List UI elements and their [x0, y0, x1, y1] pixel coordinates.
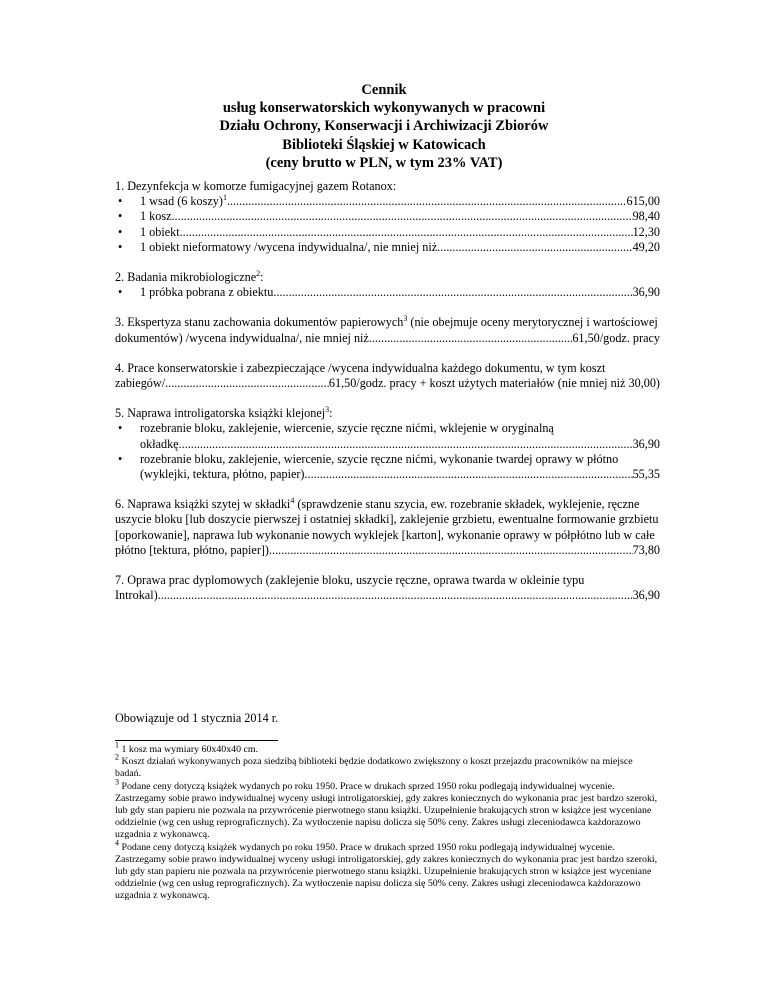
section-text: 4. Prace konserwatorskie i zabezpieczające /wycena indywidualna każdego dokumentu, w tym koszt — [115, 360, 606, 375]
section-disinfection — [115, 179, 660, 255]
title-line-1: Cennik — [361, 82, 407, 98]
price-item — [115, 452, 660, 482]
footnote: $^1$ 1 kosz ma wymiary 60x40x40 cm. — [115, 740, 259, 755]
section-heading: 2. Badania mikrobiologiczne$^2$: — [115, 268, 264, 285]
item-label: • rozebranie bloku, zaklejenie, wiercenie, szycie ręczne nićmi, wklejenie w oryginalną — [140, 421, 554, 436]
item-price: 36,90 — [632, 588, 660, 603]
footnote-ref: 3 — [325, 405, 330, 415]
section-text: uszycie bloku [lub doszycie pierwszej i ostatniej składki], zaklejenie grzbietu, ewentualne formowanie grzbietu — [115, 512, 659, 527]
section-text: 7. Oprawa prac dyplomowych (zaklejenie bloku, uszycie ręczne, oprawa twarda w okleinie typu — [115, 573, 585, 588]
dot-leader — [273, 285, 632, 300]
footnote: $^2$ Koszt działań wykonywanych poza siedzibą biblioteki będzie dodatkowo zwiększony o koszt przejazdu pracowników na miejsce badań. — [115, 752, 633, 780]
item-label: 1 wsad (6 koszy) — [140, 194, 223, 209]
footnote-ref: 1 — [222, 193, 227, 203]
item-label: Introkal) — [115, 588, 158, 603]
dot-leader — [179, 437, 633, 452]
item-label: płótno [tektura, płótno, papier]) — [115, 542, 269, 557]
item-label: • 1 obiekt nieformatowy /wycena indywidualna/, nie mniej niż — [140, 239, 438, 254]
price-item — [115, 194, 660, 209]
dot-leader — [227, 194, 627, 209]
item-price: 49,20 — [632, 239, 660, 254]
item-label: • rozebranie bloku, zaklejenie, wiercenie, szycie ręczne nićmi, wykonanie twardej oprawy w płótno — [140, 451, 619, 466]
title-line-3: Działu Ochrony, Konserwacji i Archiwizacji Zbiorów — [219, 118, 549, 135]
section-heading: 1. Dezynfekcja w komorze fumigacyjnej gazem Rotanox: — [115, 179, 397, 193]
title-line-2: usług konserwatorskich wykonywanych w pracowni — [222, 100, 546, 117]
item-price: 98,40 — [632, 209, 660, 224]
price-item — [115, 225, 660, 240]
item-label: zabiegów/ — [115, 376, 166, 391]
price-items — [115, 285, 660, 300]
item-price: 61,50/godz. pracy — [572, 330, 660, 345]
item-price: 55,35 — [632, 467, 660, 482]
item-price: 12,30 — [632, 224, 660, 239]
footnote-ref: 2 — [256, 268, 261, 278]
footnote-separator — [115, 740, 278, 741]
section-expertise — [115, 315, 660, 345]
section-heading: 5. Naprawa introligatorska książki klejonej$^3$: — [115, 405, 333, 421]
section-text: [oporkowanie], naprawa lub wykonanie nowych wyklejek [karton], wykonanie oprawy w półpłótno lub w całe — [115, 527, 655, 542]
dot-leader — [165, 376, 329, 391]
footnote-ref: 4 — [290, 496, 295, 506]
footnotes — [115, 740, 660, 903]
footnote: $^4$ Podane ceny dotyczą książek wydanych po roku 1950. Prace w drukach sprzed 1950 roku podlegają indywidualnej wycenie. Zastrzegamy sobie prawo indywidualnej wyceny usługi introligatorskiej, gdy zakres koniecznych do wykonania prac jest bardzo szeroki, lub gdy stan papieru nie pozwala na przywrócenie pierwotnego stanu książki. Uzupełnienie brakujących stron w książce jest wyceniane oddzielnie (wg cen usług reprograficznych). Za wytłoczenie napisu dolicza się 50% ceny. Zakres usługi zleceniodawca każdorazowo uzgadnia z wykonawcą. — [115, 838, 658, 902]
title-line-5: (ceny brutto w PLN, w tym 23% VAT) — [265, 154, 503, 171]
price-items — [115, 194, 660, 255]
price-item — [115, 240, 660, 255]
section-sewn-book-repair — [115, 497, 660, 558]
dot-leader — [180, 225, 633, 240]
item-label: okładkę — [140, 436, 179, 451]
dot-leader — [158, 588, 633, 603]
item-price: 615,00 — [626, 194, 660, 209]
item-label: (wyklejki, tektura, płótno, papier) — [140, 467, 305, 482]
dot-leader — [437, 240, 632, 255]
item-price: 61,50/godz. pracy + koszt użytych materiałów (nie mniej niż 30,00) — [328, 376, 660, 391]
section-text: 3. Ekspertyza stanu zachowania dokumentów papierowych$^3$ (nie obejmuje oceny merytorycznej i wartościowej — [115, 314, 658, 330]
price-items — [115, 421, 660, 482]
title-line-4: Biblioteki Śląskiej w Katowicach — [282, 136, 486, 153]
item-label: • 1 kosz — [140, 209, 172, 224]
dot-leader — [304, 467, 632, 482]
item-price: 36,90 — [632, 285, 660, 300]
item-label: • 1 próbka pobrana z obiektu — [140, 285, 274, 300]
footnote: $^3$ Podane ceny dotyczą książek wydanych po roku 1950. Prace w drukach sprzed 1950 roku podlegają indywidualnej wycenie. Zastrzegamy sobie prawo indywidualnej wyceny usługi introligatorskiej, gdy zakres koniecznych do wykonania prac jest bardzo szeroki, lub gdy stan papieru nie pozwala na przywrócenie pierwotnego stanu książki. Uzupełnienie brakujących stron w książce jest wyceniane oddzielnie (wg cen usług reprograficznych). Za wytłoczenie napisu dolicza się 50% ceny. Zakres usługi zleceniodawca każdorazowo uzgadnia z wykonawcą. — [115, 777, 658, 841]
price-item — [115, 421, 660, 451]
price-list — [115, 179, 660, 618]
item-label: dokumentów) /wycena indywidualna/, nie mniej niż — [115, 330, 369, 345]
section-glued-book-repair — [115, 406, 660, 482]
section-text: 6. Naprawa książki szytej w składki$^4$ (sprawdzenie stanu szycia, ew. rozebranie składek, wyklejenie, ręczne — [115, 496, 640, 512]
item-price: 73,80 — [632, 542, 660, 557]
item-price: 36,90 — [632, 436, 660, 451]
item-label: • 1 obiekt — [140, 224, 180, 239]
price-item — [115, 209, 660, 224]
dot-leader — [171, 209, 632, 224]
section-thesis-binding — [115, 573, 660, 603]
document-title — [0, 81, 768, 172]
section-conservation-works — [115, 361, 660, 391]
effective-date: Obowiązuje od 1 stycznia 2014 r. — [115, 711, 279, 725]
footnote-ref: 3 — [403, 314, 408, 324]
section-microbiology — [115, 270, 660, 300]
price-item — [115, 285, 660, 300]
dot-leader — [269, 543, 633, 558]
dot-leader — [369, 331, 572, 346]
